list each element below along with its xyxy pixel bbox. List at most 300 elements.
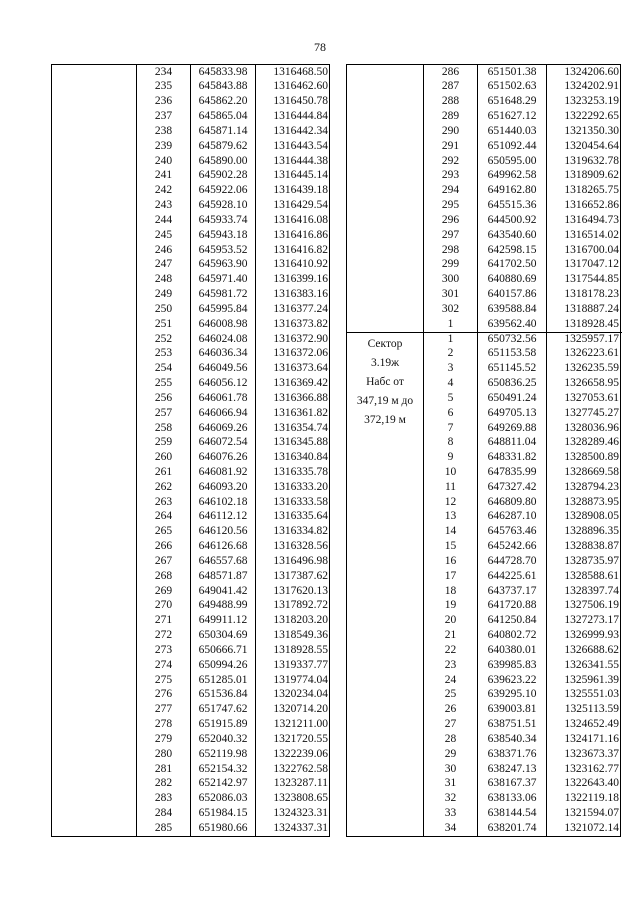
coordinate-x: 645943.18 — [190, 228, 255, 243]
point-number: 248 — [136, 273, 190, 288]
coordinate-x: 642598.15 — [477, 243, 546, 258]
coordinate-y: 1317620.13 — [255, 584, 331, 599]
coordinate-x: 651285.01 — [190, 673, 255, 688]
coordinate-y: 1319774.04 — [255, 673, 331, 688]
point-number: 291 — [423, 139, 477, 154]
coordinate-y: 1328588.61 — [546, 569, 622, 584]
coordinate-y: 1316377.24 — [255, 302, 331, 317]
coordinate-x: 645833.98 — [190, 65, 255, 80]
coordinate-y: 1319632.78 — [546, 154, 622, 169]
point-number: 287 — [423, 80, 477, 95]
point-number: 17 — [423, 569, 477, 584]
point-number: 293 — [423, 169, 477, 184]
coordinate-x: 650836.25 — [477, 376, 546, 391]
coordinate-y: 1316335.78 — [255, 465, 331, 480]
coordinate-x: 649705.13 — [477, 406, 546, 421]
coordinate-y: 1317047.12 — [546, 258, 622, 273]
point-number: 31 — [423, 777, 477, 792]
coordinate-x: 645922.06 — [190, 184, 255, 199]
point-number: 247 — [136, 258, 190, 273]
point-number: 266 — [136, 539, 190, 554]
coordinate-x: 648331.82 — [477, 451, 546, 466]
point-number: 265 — [136, 525, 190, 540]
coordinate-x: 638133.06 — [477, 792, 546, 807]
coordinate-x: 651915.89 — [190, 717, 255, 732]
coordinate-x: 638371.76 — [477, 747, 546, 762]
coordinate-x: 649911.12 — [190, 614, 255, 629]
point-number: 244 — [136, 213, 190, 228]
point-number: 12 — [423, 495, 477, 510]
point-number: 300 — [423, 273, 477, 288]
coordinate-x: 650304.69 — [190, 628, 255, 643]
coordinates-table-right — [346, 64, 621, 837]
coordinate-x: 640802.72 — [477, 628, 546, 643]
point-number: 246 — [136, 243, 190, 258]
coordinate-x: 646024.08 — [190, 332, 255, 347]
coordinate-x: 640880.69 — [477, 273, 546, 288]
coordinate-y: 1321594.07 — [546, 806, 622, 821]
coordinate-y: 1316373.82 — [255, 317, 331, 332]
coordinate-x: 651502.63 — [477, 80, 546, 95]
coordinate-y: 1321211.00 — [255, 717, 331, 732]
sector-label-empty — [347, 65, 423, 332]
point-number: 288 — [423, 95, 477, 110]
point-number: 13 — [423, 510, 477, 525]
point-number: 16 — [423, 554, 477, 569]
point-number: 294 — [423, 184, 477, 199]
coordinate-y: 1328036.96 — [546, 421, 622, 436]
coordinate-y: 1316700.04 — [546, 243, 622, 258]
coordinate-y: 1316335.64 — [255, 510, 331, 525]
coordinate-y: 1324323.31 — [255, 806, 331, 821]
coordinate-x: 638167.37 — [477, 777, 546, 792]
coordinate-y: 1323673.37 — [546, 747, 622, 762]
coordinate-y: 1316444.38 — [255, 154, 331, 169]
point-number: 9 — [423, 451, 477, 466]
point-number: 256 — [136, 391, 190, 406]
point-number: 11 — [423, 480, 477, 495]
point-number: 29 — [423, 747, 477, 762]
point-number: 254 — [136, 362, 190, 377]
point-number: 292 — [423, 154, 477, 169]
coordinate-y: 1318909.62 — [546, 169, 622, 184]
coordinate-x: 649488.99 — [190, 599, 255, 614]
coordinate-x: 651648.29 — [477, 95, 546, 110]
point-number: 255 — [136, 376, 190, 391]
coordinate-x: 645242.66 — [477, 539, 546, 554]
point-number: 239 — [136, 139, 190, 154]
coordinate-x: 647327.42 — [477, 480, 546, 495]
point-number: 284 — [136, 806, 190, 821]
point-number: 275 — [136, 673, 190, 688]
coordinate-x: 652142.97 — [190, 777, 255, 792]
coordinate-x: 638201.74 — [477, 821, 546, 836]
sector-label-line: 3.19ж — [370, 356, 400, 369]
point-number: 280 — [136, 747, 190, 762]
point-number: 18 — [423, 584, 477, 599]
point-number: 286 — [423, 65, 477, 80]
coordinate-y: 1325961.39 — [546, 673, 622, 688]
coordinate-y: 1316443.54 — [255, 139, 331, 154]
coordinate-x: 651747.62 — [190, 703, 255, 718]
point-number: 290 — [423, 124, 477, 139]
point-number: 241 — [136, 169, 190, 184]
point-number: 298 — [423, 243, 477, 258]
coordinate-y: 1316361.82 — [255, 406, 331, 421]
coordinate-x: 638751.51 — [477, 717, 546, 732]
point-number: 236 — [136, 95, 190, 110]
coordinate-x: 643737.17 — [477, 584, 546, 599]
point-number: 249 — [136, 287, 190, 302]
coordinate-x: 646126.68 — [190, 539, 255, 554]
coordinate-x: 652154.32 — [190, 762, 255, 777]
coordinate-x: 638247.13 — [477, 762, 546, 777]
coordinate-y: 1316462.60 — [255, 80, 331, 95]
coordinate-y: 1316494.73 — [546, 213, 622, 228]
coordinates-table-left — [51, 64, 330, 837]
point-number: 4 — [423, 376, 477, 391]
coordinate-x: 651627.12 — [477, 109, 546, 124]
coordinate-y: 1318178.23 — [546, 287, 622, 302]
coordinate-x: 645843.88 — [190, 80, 255, 95]
point-number: 23 — [423, 658, 477, 673]
coordinate-y: 1326235.59 — [546, 362, 622, 377]
coordinate-y: 1324171.16 — [546, 732, 622, 747]
point-number: 26 — [423, 703, 477, 718]
coordinate-y: 1318928.55 — [255, 643, 331, 658]
coordinate-x: 651980.66 — [190, 821, 255, 836]
coordinate-y: 1316373.64 — [255, 362, 331, 377]
point-number: 279 — [136, 732, 190, 747]
point-number: 33 — [423, 806, 477, 821]
coordinate-x: 639985.83 — [477, 658, 546, 673]
point-number: 276 — [136, 688, 190, 703]
coordinate-x: 646072.54 — [190, 436, 255, 451]
coordinate-x: 644225.61 — [477, 569, 546, 584]
coordinate-x: 641720.88 — [477, 599, 546, 614]
coordinate-x: 645862.20 — [190, 95, 255, 110]
coordinate-y: 1316444.84 — [255, 109, 331, 124]
coordinate-y: 1316468.50 — [255, 65, 331, 80]
point-number: 302 — [423, 302, 477, 317]
point-number: 238 — [136, 124, 190, 139]
point-number: 34 — [423, 821, 477, 836]
point-number: 22 — [423, 643, 477, 658]
coordinate-x: 652040.32 — [190, 732, 255, 747]
coordinate-x: 646112.12 — [190, 510, 255, 525]
coordinate-x: 650491.24 — [477, 391, 546, 406]
point-number: 264 — [136, 510, 190, 525]
point-number: 1 — [423, 332, 477, 347]
coordinate-y: 1320234.04 — [255, 688, 331, 703]
coordinate-x: 646809.80 — [477, 495, 546, 510]
coordinate-x: 650732.56 — [477, 332, 546, 347]
coordinate-y: 1322643.40 — [546, 777, 622, 792]
coordinate-y: 1317892.72 — [255, 599, 331, 614]
sector-label-line: 347,19 м до — [356, 394, 414, 407]
coordinate-y: 1321072.14 — [546, 821, 622, 836]
coordinate-y: 1316333.20 — [255, 480, 331, 495]
coordinate-x: 644500.92 — [477, 213, 546, 228]
coordinate-y: 1316496.98 — [255, 554, 331, 569]
coordinate-y: 1316328.56 — [255, 539, 331, 554]
coordinate-y: 1318887.24 — [546, 302, 622, 317]
coordinate-x: 646061.78 — [190, 391, 255, 406]
coordinate-x: 645763.46 — [477, 525, 546, 540]
coordinate-y: 1323162.77 — [546, 762, 622, 777]
point-number: 235 — [136, 80, 190, 95]
coordinate-y: 1316429.54 — [255, 198, 331, 213]
coordinate-x: 644728.70 — [477, 554, 546, 569]
point-number: 283 — [136, 792, 190, 807]
point-number: 243 — [136, 198, 190, 213]
point-number: 20 — [423, 614, 477, 629]
coordinate-y: 1316372.90 — [255, 332, 331, 347]
coordinate-y: 1328397.74 — [546, 584, 622, 599]
point-number: 274 — [136, 658, 190, 673]
coordinate-y: 1328896.35 — [546, 525, 622, 540]
coordinate-y: 1326688.62 — [546, 643, 622, 658]
coordinate-x: 651440.03 — [477, 124, 546, 139]
coordinate-y: 1325551.03 — [546, 688, 622, 703]
point-number: 237 — [136, 109, 190, 124]
coordinate-x: 651536.84 — [190, 688, 255, 703]
point-number: 7 — [423, 421, 477, 436]
coordinate-x: 649041.42 — [190, 584, 255, 599]
point-number: 269 — [136, 584, 190, 599]
point-number: 285 — [136, 821, 190, 836]
coordinate-y: 1318928.45 — [546, 317, 622, 332]
point-number: 273 — [136, 643, 190, 658]
coordinate-y: 1324202.91 — [546, 80, 622, 95]
coordinate-x: 645890.00 — [190, 154, 255, 169]
point-number: 234 — [136, 65, 190, 80]
point-number: 24 — [423, 673, 477, 688]
point-number: 253 — [136, 347, 190, 362]
coordinate-x: 646008.98 — [190, 317, 255, 332]
coordinate-y: 1316416.82 — [255, 243, 331, 258]
coordinate-y: 1316383.16 — [255, 287, 331, 302]
point-number: 15 — [423, 539, 477, 554]
point-number: 267 — [136, 554, 190, 569]
point-number: 2 — [423, 347, 477, 362]
coordinate-x: 645871.14 — [190, 124, 255, 139]
coordinate-y: 1324652.49 — [546, 717, 622, 732]
coordinate-y: 1316372.06 — [255, 347, 331, 362]
point-number: 259 — [136, 436, 190, 451]
coordinate-x: 651984.15 — [190, 806, 255, 821]
point-number: 297 — [423, 228, 477, 243]
coordinate-x: 641702.50 — [477, 258, 546, 273]
point-number: 32 — [423, 792, 477, 807]
point-number: 240 — [136, 154, 190, 169]
coordinate-y: 1327273.17 — [546, 614, 622, 629]
coordinate-x: 652086.03 — [190, 792, 255, 807]
sector-label — [347, 332, 423, 836]
coordinate-y: 1316514.02 — [546, 228, 622, 243]
coordinate-x: 645865.04 — [190, 109, 255, 124]
coordinate-x: 652119.98 — [190, 747, 255, 762]
coordinate-y: 1328669.58 — [546, 465, 622, 480]
coordinate-y: 1319337.77 — [255, 658, 331, 673]
coordinate-y: 1328500.89 — [546, 451, 622, 466]
sector-label — [52, 65, 136, 836]
point-number: 1 — [423, 317, 477, 332]
coordinate-y: 1316369.42 — [255, 376, 331, 391]
coordinate-y: 1316652.86 — [546, 198, 622, 213]
point-number: 28 — [423, 732, 477, 747]
coordinate-y: 1316445.14 — [255, 169, 331, 184]
coordinate-y: 1326658.95 — [546, 376, 622, 391]
coordinate-y: 1325113.59 — [546, 703, 622, 718]
coordinate-y: 1316366.88 — [255, 391, 331, 406]
page-number: 78 — [314, 40, 326, 54]
coordinate-x: 646557.68 — [190, 554, 255, 569]
coordinate-y: 1316439.18 — [255, 184, 331, 199]
coordinate-y: 1316399.16 — [255, 273, 331, 288]
point-number: 8 — [423, 436, 477, 451]
coordinate-y: 1323808.65 — [255, 792, 331, 807]
point-number: 282 — [136, 777, 190, 792]
coordinate-x: 645928.10 — [190, 198, 255, 213]
point-number: 258 — [136, 421, 190, 436]
coordinate-y: 1322119.18 — [546, 792, 622, 807]
point-number: 271 — [136, 614, 190, 629]
coordinate-y: 1316450.78 — [255, 95, 331, 110]
coordinate-x: 650666.71 — [190, 643, 255, 658]
coordinate-x: 639003.81 — [477, 703, 546, 718]
coordinate-y: 1321350.30 — [546, 124, 622, 139]
coordinate-y: 1316410.92 — [255, 258, 331, 273]
coordinate-x: 648811.04 — [477, 436, 546, 451]
coordinate-y: 1318203.20 — [255, 614, 331, 629]
coordinate-x: 640380.01 — [477, 643, 546, 658]
coordinate-x: 646081.92 — [190, 465, 255, 480]
coordinate-x: 650595.00 — [477, 154, 546, 169]
point-number: 14 — [423, 525, 477, 540]
coordinate-y: 1322292.65 — [546, 109, 622, 124]
point-number: 270 — [136, 599, 190, 614]
point-number: 252 — [136, 332, 190, 347]
coordinate-x: 646102.18 — [190, 495, 255, 510]
point-number: 10 — [423, 465, 477, 480]
point-number: 30 — [423, 762, 477, 777]
coordinate-x: 651145.52 — [477, 362, 546, 377]
coordinate-x: 646069.26 — [190, 421, 255, 436]
coordinate-y: 1324337.31 — [255, 821, 331, 836]
coordinate-x: 651153.58 — [477, 347, 546, 362]
coordinate-x: 645981.72 — [190, 287, 255, 302]
coordinate-y: 1327506.19 — [546, 599, 622, 614]
coordinate-y: 1326223.61 — [546, 347, 622, 362]
point-number: 263 — [136, 495, 190, 510]
point-number: 251 — [136, 317, 190, 332]
point-number: 277 — [136, 703, 190, 718]
point-number: 295 — [423, 198, 477, 213]
coordinate-y: 1328289.46 — [546, 436, 622, 451]
coordinate-x: 646049.56 — [190, 362, 255, 377]
point-number: 19 — [423, 599, 477, 614]
coordinate-y: 1322239.06 — [255, 747, 331, 762]
point-number: 242 — [136, 184, 190, 199]
coordinate-x: 639562.40 — [477, 317, 546, 332]
coordinate-y: 1328794.23 — [546, 480, 622, 495]
coordinate-y: 1316345.88 — [255, 436, 331, 451]
coordinate-y: 1320714.20 — [255, 703, 331, 718]
point-number: 245 — [136, 228, 190, 243]
coordinate-x: 641250.84 — [477, 614, 546, 629]
point-number: 281 — [136, 762, 190, 777]
coordinate-x: 640157.86 — [477, 287, 546, 302]
point-number: 278 — [136, 717, 190, 732]
coordinate-x: 646093.20 — [190, 480, 255, 495]
coordinate-x: 639623.22 — [477, 673, 546, 688]
point-number: 257 — [136, 406, 190, 421]
coordinate-x: 646120.56 — [190, 525, 255, 540]
coordinate-x: 649269.88 — [477, 421, 546, 436]
sector-label-line: Набс от — [366, 375, 404, 388]
coordinate-y: 1324206.60 — [546, 65, 622, 80]
coordinate-x: 645971.40 — [190, 273, 255, 288]
coordinate-x: 649962.58 — [477, 169, 546, 184]
coordinate-x: 646056.12 — [190, 376, 255, 391]
coordinate-y: 1316340.84 — [255, 451, 331, 466]
coordinate-y: 1317544.85 — [546, 273, 622, 288]
coordinate-x: 645995.84 — [190, 302, 255, 317]
coordinate-y: 1316354.74 — [255, 421, 331, 436]
coordinate-x: 639295.10 — [477, 688, 546, 703]
coordinate-x: 645902.28 — [190, 169, 255, 184]
point-number: 296 — [423, 213, 477, 228]
coordinate-y: 1320454.64 — [546, 139, 622, 154]
point-number: 289 — [423, 109, 477, 124]
coordinate-x: 648571.87 — [190, 569, 255, 584]
point-number: 272 — [136, 628, 190, 643]
coordinate-y: 1321720.55 — [255, 732, 331, 747]
sector-label-line: 372,19 м — [364, 413, 406, 426]
coordinate-x: 645963.90 — [190, 258, 255, 273]
coordinate-x: 645515.36 — [477, 198, 546, 213]
point-number: 25 — [423, 688, 477, 703]
coordinate-y: 1316334.82 — [255, 525, 331, 540]
coordinate-x: 646287.10 — [477, 510, 546, 525]
coordinate-y: 1316333.58 — [255, 495, 331, 510]
point-number: 268 — [136, 569, 190, 584]
coordinate-y: 1318265.75 — [546, 184, 622, 199]
coordinate-x: 646036.34 — [190, 347, 255, 362]
point-number: 301 — [423, 287, 477, 302]
point-number: 3 — [423, 362, 477, 377]
coordinate-x: 639588.84 — [477, 302, 546, 317]
coordinate-x: 650994.26 — [190, 658, 255, 673]
point-number: 6 — [423, 406, 477, 421]
point-number: 21 — [423, 628, 477, 643]
coordinate-y: 1317387.62 — [255, 569, 331, 584]
point-number: 261 — [136, 465, 190, 480]
coordinate-x: 638540.34 — [477, 732, 546, 747]
coordinate-y: 1326341.55 — [546, 658, 622, 673]
coordinate-x: 651092.44 — [477, 139, 546, 154]
point-number: 260 — [136, 451, 190, 466]
sector-label-line: Сектор — [367, 337, 403, 350]
coordinate-y: 1322762.58 — [255, 762, 331, 777]
coordinate-y: 1323253.19 — [546, 95, 622, 110]
coordinate-x: 645933.74 — [190, 213, 255, 228]
coordinate-y: 1328873.95 — [546, 495, 622, 510]
coordinate-y: 1327053.61 — [546, 391, 622, 406]
coordinate-y: 1316416.08 — [255, 213, 331, 228]
coordinate-y: 1323287.11 — [255, 777, 331, 792]
